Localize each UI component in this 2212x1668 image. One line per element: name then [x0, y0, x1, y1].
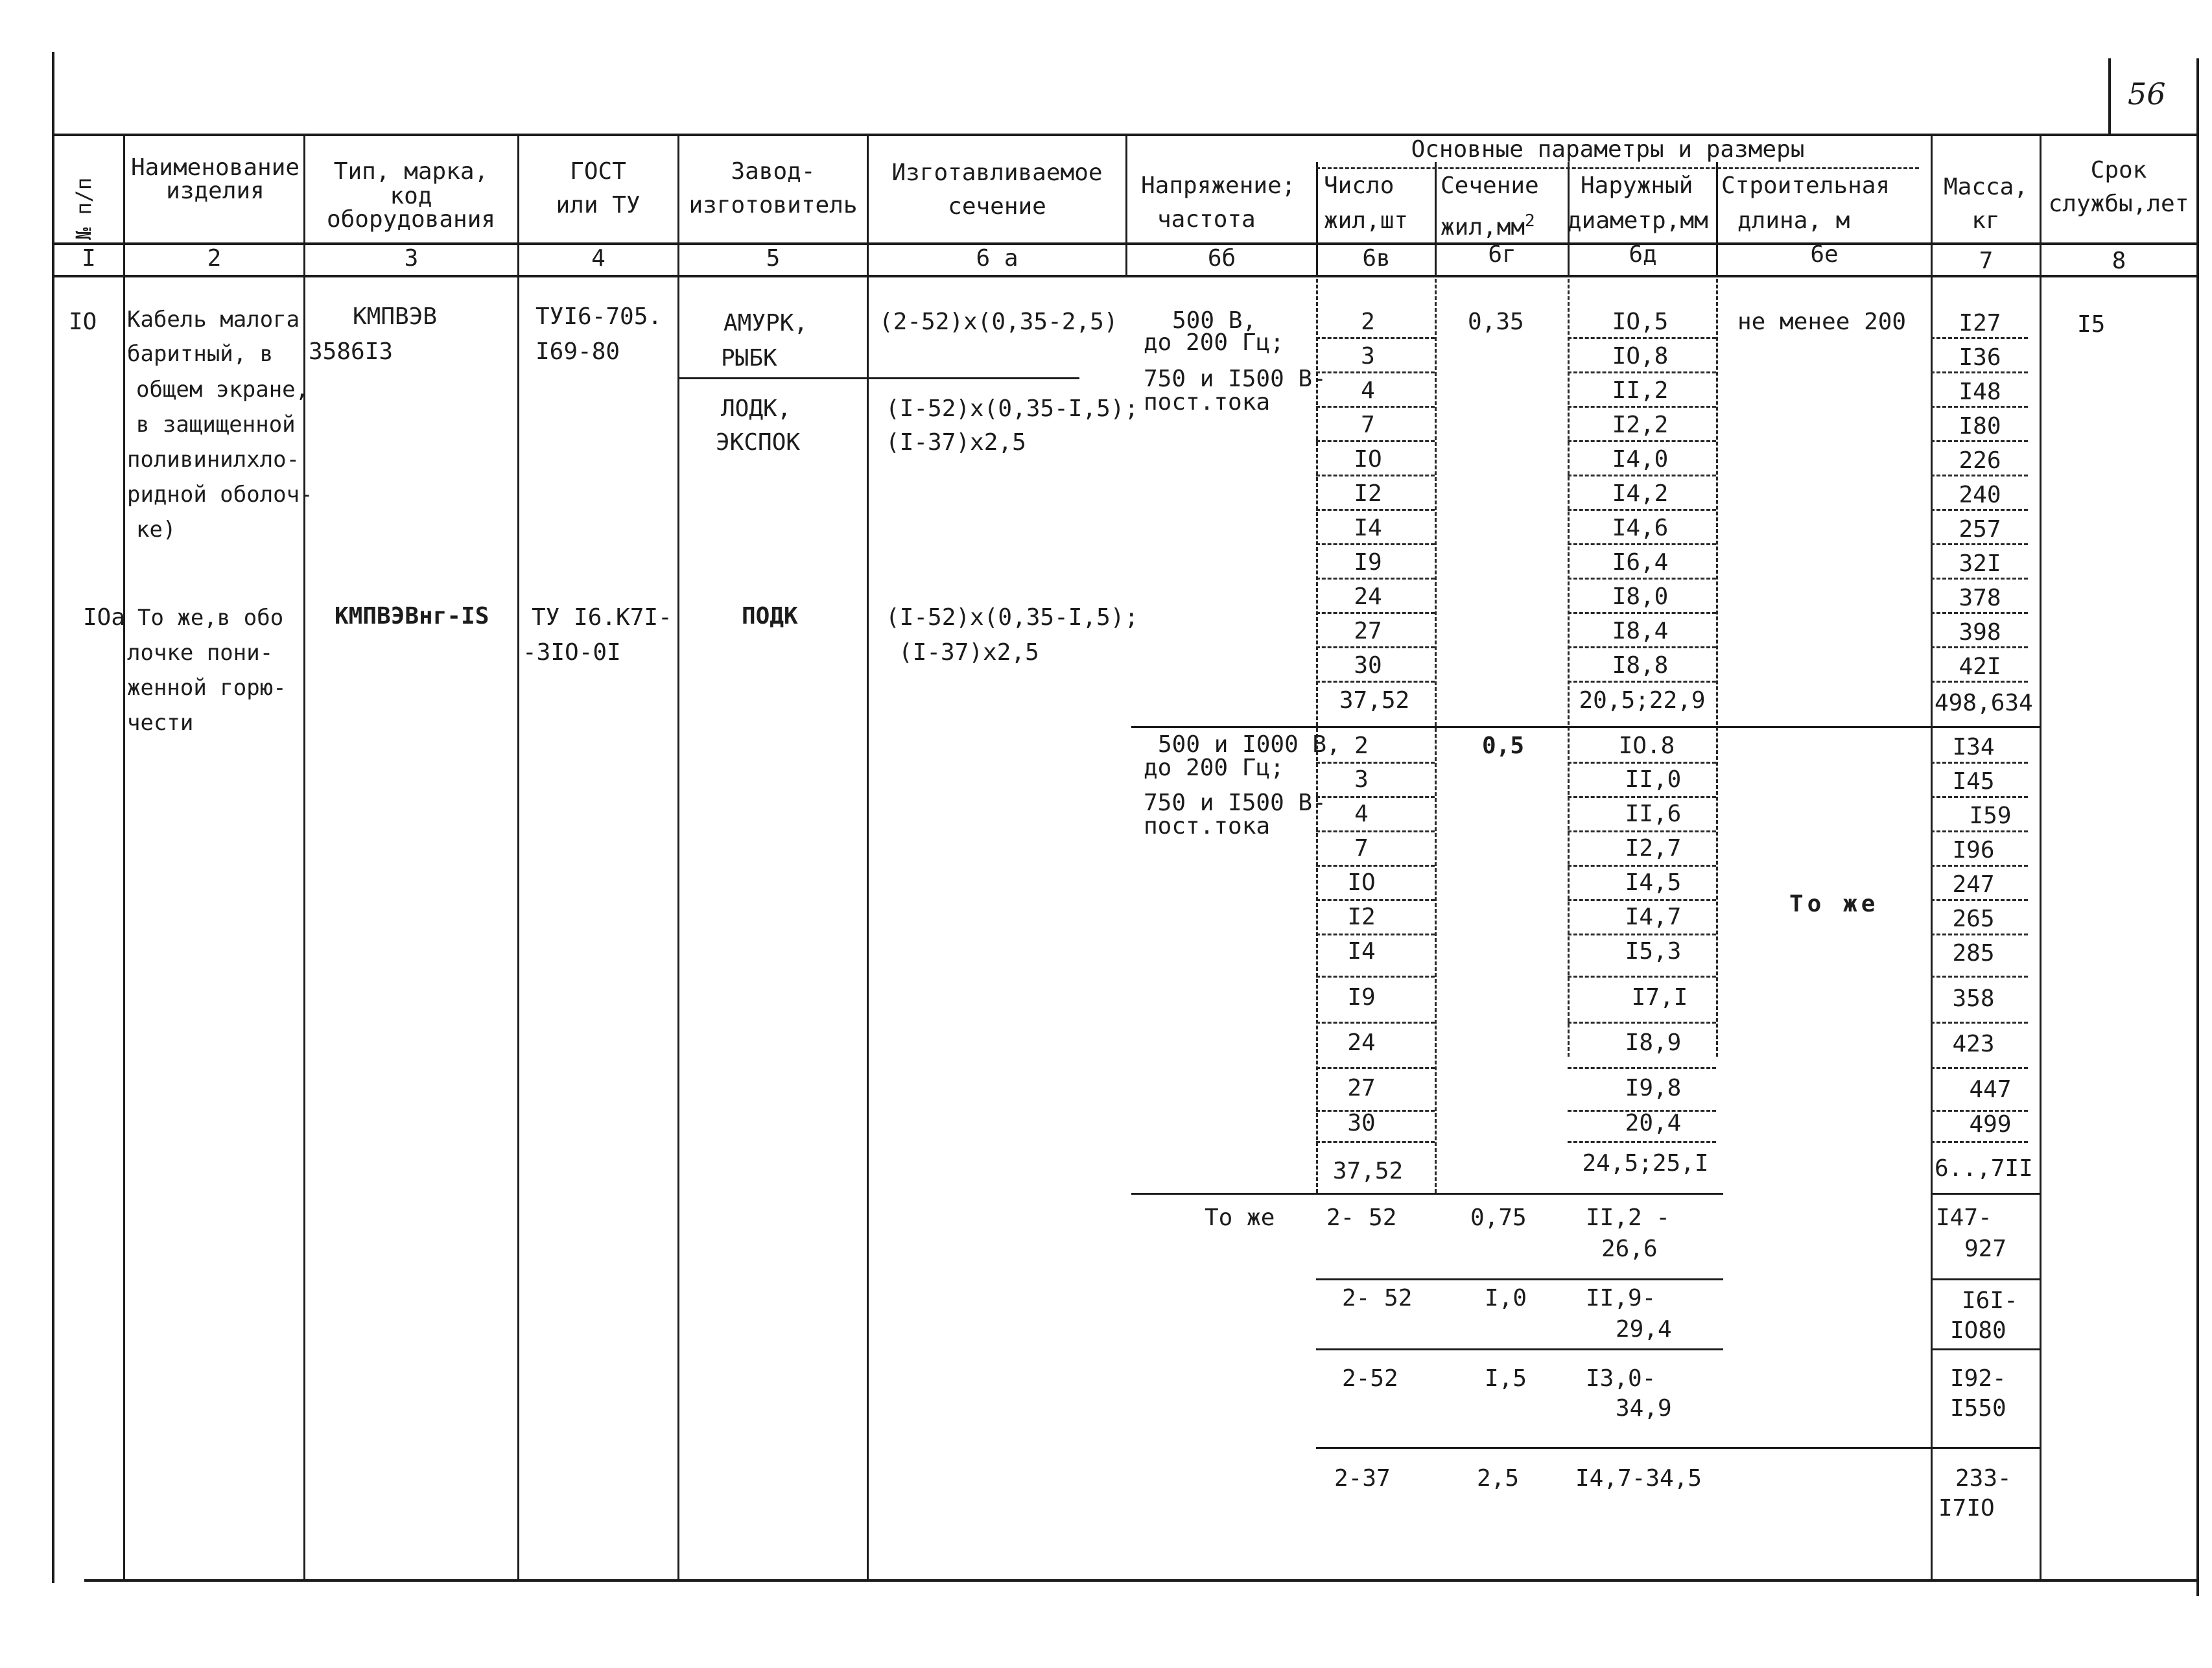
block2-voltage: до 200 Гц;	[1144, 755, 1284, 781]
row-divider	[1568, 612, 1716, 614]
col-number: 3	[404, 245, 419, 272]
row-divider	[1568, 934, 1716, 935]
row10-voltage: пост.тока	[1144, 389, 1271, 416]
row10a-plant: ПОДК	[742, 603, 798, 629]
block3-mass: I92-	[1950, 1365, 2006, 1392]
table-bottom-line	[84, 1579, 2198, 1582]
block1-mass: 42I	[1959, 653, 2001, 680]
block1-diameter: I6,4	[1612, 549, 1669, 576]
row-divider	[1316, 796, 1435, 798]
row10-name-line: в защищенной	[136, 412, 296, 438]
row10a-type: КМПВЭВнг-IS	[335, 603, 489, 629]
block3-mass-line-1	[1931, 1278, 2040, 1280]
block2-cores: I4	[1347, 938, 1376, 965]
header-col2-line2: изделия	[166, 178, 265, 204]
block1-mass: I48	[1959, 379, 2001, 405]
header-col6g-line1: Сечение	[1441, 172, 1539, 199]
block1-cores: 4	[1361, 377, 1375, 404]
block2-diameter: I4,5	[1625, 869, 1682, 896]
row-divider	[1568, 1022, 1716, 1024]
block1-cores: 30	[1354, 652, 1382, 679]
block2-mass: I96	[1952, 837, 1995, 863]
voltage-block-separator	[1131, 726, 1931, 728]
block2-cross-section: 0,5	[1482, 733, 1525, 759]
block1-diameter: I8,8	[1612, 652, 1669, 679]
page-number: 56	[2128, 76, 2166, 112]
plant-separator	[677, 377, 1079, 379]
block1-mass: 498,634	[1935, 690, 2033, 716]
row10a-section: (I-37)x2,5	[899, 639, 1039, 666]
col-sep-3	[517, 134, 519, 1580]
row10a-name-line: То же,в обо	[137, 605, 284, 631]
header-col4-line1: ГОСТ	[570, 158, 626, 185]
header-col6d-line1: Наружный	[1581, 172, 1693, 199]
block1-diameter: I8,4	[1612, 618, 1669, 644]
block1-mass: 240	[1959, 482, 2001, 508]
header-col6d-line2: диаметр,мм	[1568, 207, 1708, 234]
left-border	[52, 52, 54, 1583]
block2-cores: I9	[1347, 984, 1376, 1011]
block3-diameter: 29,4	[1616, 1316, 1672, 1343]
block2-diameter: I9,8	[1625, 1075, 1682, 1101]
row10-service-life: I5	[2077, 311, 2106, 338]
row10-length: не менее 200	[1737, 309, 1907, 335]
row-divider	[1568, 1067, 1716, 1069]
block3-cores: 2-52	[1342, 1365, 1398, 1392]
block1-cores: 24	[1354, 583, 1382, 610]
row10a-section: (I-52)x(0,35-I,5);	[886, 604, 1139, 631]
block1-mass: 378	[1959, 585, 2001, 611]
col-sep-2	[303, 134, 305, 1580]
block1-cores: 7	[1361, 412, 1375, 438]
block2-diameter: I8,9	[1625, 1029, 1682, 1056]
row-divider	[1568, 865, 1716, 867]
block3-diameter: I3,0-	[1586, 1365, 1656, 1392]
block2-cores: IO	[1347, 869, 1376, 896]
block3-section: 2,5	[1477, 1465, 1520, 1492]
row-divider	[1316, 934, 1435, 935]
row-divider	[1316, 1067, 1435, 1069]
row-divider	[1316, 1022, 1435, 1024]
block1-diameter: I2,2	[1612, 412, 1669, 438]
row-divider	[1316, 830, 1435, 832]
row-divider	[1316, 509, 1435, 511]
col-number: I	[82, 245, 96, 272]
row-divider	[1568, 371, 1716, 373]
block3-cores: 2- 52	[1326, 1204, 1397, 1231]
block3-diameter: 26,6	[1601, 1236, 1658, 1262]
row-divider	[1568, 1141, 1716, 1143]
col-number: 4	[591, 245, 606, 272]
page-number-separator	[2108, 58, 2111, 136]
row-divider	[1316, 406, 1435, 408]
block2-mass: 247	[1952, 871, 1995, 898]
header-col3-line2: код	[390, 183, 432, 209]
row10-voltage: 750 и I500 В-	[1144, 366, 1326, 392]
block2-mass: 358	[1952, 985, 1995, 1012]
block1-mass: I27	[1959, 310, 2001, 336]
row-divider	[1568, 475, 1716, 476]
block1-diameter: I8,0	[1612, 583, 1669, 610]
col-number: 6г	[1488, 241, 1516, 268]
block1-diameter: I4,2	[1612, 480, 1669, 507]
block3-mass-line-2	[1931, 1348, 2040, 1350]
block3-mass: I6I-	[1962, 1287, 2018, 1314]
col-sep-1	[123, 134, 125, 1580]
row10-voltage: до 200 Гц;	[1144, 329, 1284, 356]
block1-mass: I80	[1959, 413, 2001, 440]
block3-row-line-1	[1316, 1278, 1723, 1280]
row10-name-line: поливинилхло-	[127, 447, 300, 473]
header-col6e-line1: Строительная	[1721, 172, 1890, 199]
block1-diameter: II,2	[1612, 377, 1669, 404]
row10-type: КМПВЭВ	[353, 303, 438, 330]
row10-gost: ТУI6-705.	[535, 303, 663, 330]
block2-cores: I2	[1347, 904, 1376, 930]
header-col3-line3: оборудования	[326, 206, 496, 233]
row-divider	[1568, 681, 1716, 683]
header-col6g-sup: 2	[1525, 211, 1535, 231]
row10a-name-line: чести	[127, 710, 194, 736]
row10-name-line: Кабель малога	[127, 307, 300, 333]
row-divider	[1316, 865, 1435, 867]
col-number: 2	[207, 245, 222, 272]
row-divider	[1931, 1067, 2028, 1069]
row10-gost: I69-80	[535, 338, 620, 365]
block2-mass: 265	[1952, 906, 1995, 932]
block1-cores: I2	[1354, 480, 1382, 507]
block3-cores: 2- 52	[1342, 1285, 1413, 1311]
col-number: 6е	[1810, 241, 1839, 268]
row-divider	[1316, 578, 1435, 580]
block3-mass: 927	[1964, 1236, 2007, 1262]
block1-cores: I9	[1354, 549, 1382, 576]
block1-mass: 398	[1959, 619, 2001, 646]
row-divider	[1316, 1141, 1435, 1143]
block3-voltage: То же	[1205, 1204, 1275, 1231]
block3-diameter: II,2 -	[1586, 1204, 1671, 1231]
header-col6v-line1: Число	[1324, 172, 1394, 199]
row-divider	[1316, 681, 1435, 683]
row-divider	[1568, 406, 1716, 408]
block3-row-line-3	[1316, 1447, 1931, 1449]
block3-mass: I550	[1950, 1395, 2006, 1422]
block3-mass-line-3	[1931, 1447, 2040, 1449]
row10-name-line: ридной оболоч-	[127, 482, 313, 508]
block2-mass: 447	[1969, 1076, 2012, 1103]
block3-row-line-2	[1316, 1348, 1723, 1350]
block1-cores: 27	[1354, 618, 1382, 644]
block3-diameter: I4,7-34,5	[1575, 1465, 1702, 1492]
header-col6g-text: жил,мм	[1441, 214, 1525, 241]
block2-cores: 30	[1347, 1110, 1376, 1136]
row-divider	[1931, 976, 2028, 978]
row-divider	[1568, 830, 1716, 832]
block1-cores: 3	[1361, 343, 1375, 370]
row-divider	[1316, 762, 1435, 764]
header-group-title: Основные параметры и размеры	[1411, 136, 1805, 163]
block1-diameter: 20,5;22,9	[1579, 687, 1706, 714]
row10-number: IO	[69, 309, 97, 335]
col-number: 5	[766, 245, 781, 272]
block2-diameter: I7,I	[1631, 984, 1688, 1011]
right-border	[2196, 58, 2199, 1596]
block1-cores: IO	[1354, 446, 1382, 473]
block2-cores: 2	[1354, 733, 1369, 759]
row-divider	[1316, 646, 1435, 648]
row10a-number: IOа	[83, 604, 126, 631]
row-divider	[1931, 1141, 2028, 1143]
block2-diameter: I2,7	[1625, 835, 1682, 862]
row-divider	[1316, 899, 1435, 901]
header-col6e-line2: длина, м	[1737, 207, 1850, 234]
column-number-line	[52, 275, 2198, 277]
block2-voltage: 500 и I000 В,	[1158, 731, 1341, 758]
block2-cores: 3	[1354, 766, 1369, 793]
block3-mass: I7IO	[1938, 1495, 1995, 1521]
block2-mass: 285	[1952, 940, 1995, 967]
block1-cores: I4	[1354, 515, 1382, 541]
header-col8-line2: службы,лет	[2048, 191, 2189, 217]
row-divider	[1568, 578, 1716, 580]
row10-name-line: общем экране,	[136, 377, 309, 403]
block3-mass: 233-	[1955, 1465, 2012, 1492]
block2-mass: I45	[1952, 768, 1995, 795]
row-divider	[1316, 337, 1435, 339]
col-sep-7	[1931, 134, 1933, 1580]
block1-cores: 2	[1361, 309, 1375, 335]
col-number: 8	[2112, 248, 2126, 274]
row-divider	[1568, 646, 1716, 648]
row-divider	[1568, 509, 1716, 511]
header-col5-line2: изготовитель	[688, 192, 858, 218]
row10a-name-line: лочке пони-	[127, 640, 274, 666]
col-sep-8	[2040, 134, 2041, 1580]
block2-cores: 37,52	[1332, 1158, 1404, 1184]
block2-voltage: пост.тока	[1144, 813, 1271, 840]
block3-diameter: II,9-	[1586, 1285, 1656, 1311]
block1-cores: 37,52	[1339, 687, 1410, 714]
block3-section: I,0	[1485, 1285, 1527, 1311]
block2-mass: 499	[1969, 1111, 2012, 1138]
col-number: 6 а	[976, 245, 1018, 272]
mass-block-separator	[1931, 726, 2040, 728]
header-col6a-line2: сечение	[948, 193, 1046, 220]
row-divider	[1568, 796, 1716, 798]
row10a-name-line: женной горю-	[127, 675, 287, 701]
row10-cross-section: 0,35	[1468, 309, 1524, 335]
block2-cores: 24	[1347, 1029, 1376, 1056]
row10-name-line: баритный, в	[127, 341, 274, 367]
block3-top-line	[1131, 1193, 1723, 1195]
row10a-gost: ТУ I6.К7I-	[532, 604, 672, 631]
col-sep-6v	[1435, 279, 1437, 1193]
row10-plant: ЭКСПОК	[716, 429, 801, 456]
row10-plant: ЛОДК,	[721, 395, 792, 422]
row10-section: (I-37)x2,5	[886, 429, 1026, 456]
header-col6v-line2: жил,шт	[1324, 207, 1409, 234]
row10-name-line: ке)	[136, 517, 176, 543]
row-divider	[1316, 475, 1435, 476]
row-divider	[1316, 440, 1435, 442]
block2-length: То же	[1789, 891, 1879, 917]
block2-diameter: IO.8	[1618, 733, 1675, 759]
header-col1: № п/п	[71, 177, 96, 240]
header-col4-line2: или ТУ	[556, 192, 641, 218]
block3-cores: 2-37	[1334, 1465, 1391, 1492]
block2-diameter: I5,3	[1625, 938, 1682, 965]
row10-plant: РЫБК	[721, 345, 777, 371]
block2-diameter: II,0	[1625, 766, 1682, 793]
row10-plant: АМУРК,	[724, 310, 808, 336]
row-divider	[1568, 899, 1716, 901]
block2-mass: I34	[1952, 734, 1995, 760]
block1-diameter: IO,8	[1612, 343, 1669, 370]
block1-diameter: I4,6	[1612, 515, 1669, 541]
block3-section: I,5	[1485, 1365, 1527, 1392]
header-col6b-line2: частота	[1157, 206, 1256, 233]
col-number: 6д	[1629, 241, 1657, 268]
block1-mass: 226	[1959, 447, 2001, 474]
block2-diameter: II,6	[1625, 801, 1682, 827]
col-number: 6б	[1207, 245, 1236, 272]
row-divider	[1568, 762, 1716, 764]
block3-mass: IO80	[1950, 1317, 2006, 1344]
block2-cores: 4	[1354, 801, 1369, 827]
header-col7-line1: Масса,	[1943, 174, 2029, 200]
header-col7-line2: кг	[1971, 207, 2000, 234]
header-col6a-line1: Изготавливаемое	[891, 159, 1103, 186]
header-col6b-line1: Напряжение;	[1141, 172, 1296, 199]
block2-mass: I59	[1969, 803, 2012, 829]
col-sep-4	[677, 134, 679, 1580]
col-sep-5	[867, 134, 869, 1580]
block3-diameter: 34,9	[1616, 1395, 1672, 1422]
block2-cores: 7	[1354, 835, 1369, 862]
col-number: 7	[1979, 248, 1994, 274]
row-divider	[1316, 612, 1435, 614]
row10-section: (I-52)x(0,35-I,5);	[886, 395, 1139, 422]
row-divider	[1568, 543, 1716, 545]
row-divider	[1931, 1022, 2028, 1024]
row10-code: 3586I3	[309, 338, 394, 365]
row-divider	[1568, 976, 1716, 978]
block1-mass: 32I	[1959, 550, 2001, 577]
block2-mass: 6..,7II	[1935, 1155, 2033, 1182]
row10a-gost: -3IO-0I	[523, 639, 621, 666]
row-divider	[1316, 371, 1435, 373]
block3-mass: I47-	[1936, 1204, 1992, 1231]
row-divider	[1316, 976, 1435, 978]
group-underline	[1316, 167, 1919, 169]
row10-section: (2-52)x(0,35-2,5)	[879, 309, 1118, 335]
header-col2-line1: Наименование	[130, 154, 300, 181]
block2-mass: 423	[1952, 1031, 1995, 1057]
col-number: 6в	[1362, 245, 1391, 272]
header-col5-line1: Завод-	[731, 158, 816, 185]
header-col6g-line2	[1441, 206, 1535, 242]
block1-mass: 257	[1959, 516, 2001, 543]
block3-mass-line-0	[1931, 1193, 2040, 1195]
row-divider	[1568, 440, 1716, 442]
block1-diameter: I4,0	[1612, 446, 1669, 473]
block2-diameter: 24,5;25,I	[1582, 1150, 1709, 1177]
block1-mass: I36	[1959, 344, 2001, 371]
row-divider	[1568, 337, 1716, 339]
block2-cores: 27	[1347, 1075, 1376, 1101]
header-col8-line1: Срок	[2090, 157, 2147, 183]
block1-diameter: IO,5	[1612, 309, 1669, 335]
header-col3-line1: Тип, марка,	[333, 158, 489, 185]
block2-diameter: I4,7	[1625, 904, 1682, 930]
block2-voltage: 750 и I500 В-	[1144, 790, 1326, 816]
row-divider	[1316, 543, 1435, 545]
row10-voltage: 500 В,	[1172, 307, 1257, 334]
block2-diameter: 20,4	[1625, 1110, 1682, 1136]
block3-section: 0,75	[1470, 1204, 1527, 1231]
